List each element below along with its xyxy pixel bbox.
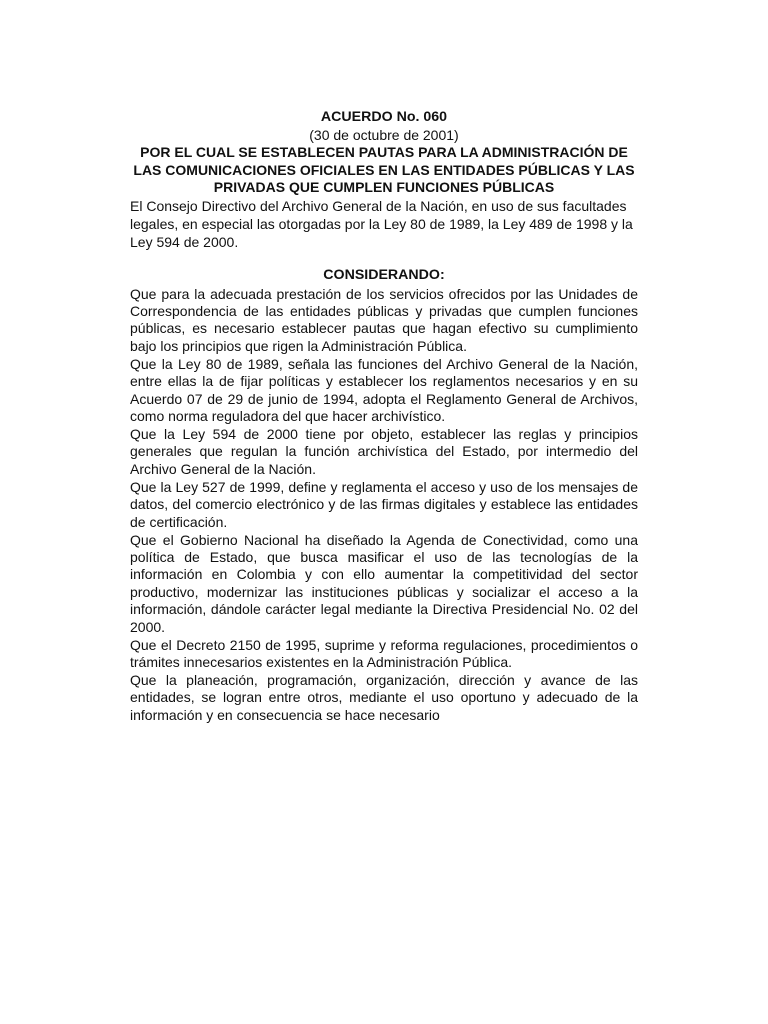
considerando-paragraph: Que la planeación, programación, organización, dirección y avance de las entidades, se logran entre otros, mediante el uso oportuno y adecuado de la información y en consecuencia se hace necesario xyxy=(130,672,638,723)
considerando-paragraph: Que para la adecuada prestación de los servicios ofrecidos por las Unidades de Correspondencia de las entidades públicas y privadas que cumplen funciones públicas, es necesario establecer pautas que hagan efectivo su cumplimiento bajo los principios que rigen la Administración Pública. xyxy=(130,285,638,354)
intro-paragraph: El Consejo Directivo del Archivo General de la Nación, en uso de sus facultades legales, en especial las otorgadas por la Ley 80 de 1989, la Ley 489 de 1998 y la Ley 594 de 2000. xyxy=(130,197,633,250)
considerando-heading: CONSIDERANDO: xyxy=(323,266,445,283)
document-subject: POR EL CUAL SE ESTABLECEN PAUTAS PARA LA ADMINISTRACIÓN DE LAS COMUNICACIONES OFICIALES EN LAS ENTIDADES PÚBLICAS Y LAS PRIVADAS QUE CUMPLEN FUNCIONES PÚBLICAS xyxy=(133,144,635,195)
considerando-paragraph: Que la Ley 527 de 1999, define y reglamenta el acceso y uso de los mensajes de datos, del comercio electrónico y de las firmas digitales y establece las entidades de certificación. xyxy=(130,478,638,530)
document-date: (30 de octubre de 2001) xyxy=(309,127,459,143)
considerando-paragraph: Que la Ley 594 de 2000 tiene por objeto, establecer las reglas y principios generales que regulan la función archivística del Estado, por intermedio del Archivo General de la Nación. xyxy=(130,425,638,477)
considerando-paragraph: Que el Decreto 2150 de 1995, suprime y reforma regulaciones, procedimientos o trámites innecesarios existentes en la Administración Pública. xyxy=(130,636,638,670)
document-body xyxy=(130,108,638,725)
considerando-paragraph: Que el Gobierno Nacional ha diseñado la Agenda de Conectividad, como una política de Estado, que busca masificar el uso de las tecnologías de la información en Colombia y con ello aumentar la competitividad del sector productivo, modernizar las instituciones públicas y socializar el acceso a la información, dándole carácter legal mediante la Directiva Presidencial No. 02 del 2000. xyxy=(130,531,638,635)
considerando-paragraph: Que la Ley 80 de 1989, señala las funciones del Archivo General de la Nación, entre ellas la de fijar políticas y establecer los reglamentos necesarios y en su Acuerdo 07 de 29 de junio de 1994, adopta el Reglamento General de Archivos, como norma reguladora del que hacer archivístico. xyxy=(130,355,638,424)
document-title: ACUERDO No. 060 xyxy=(320,109,448,125)
